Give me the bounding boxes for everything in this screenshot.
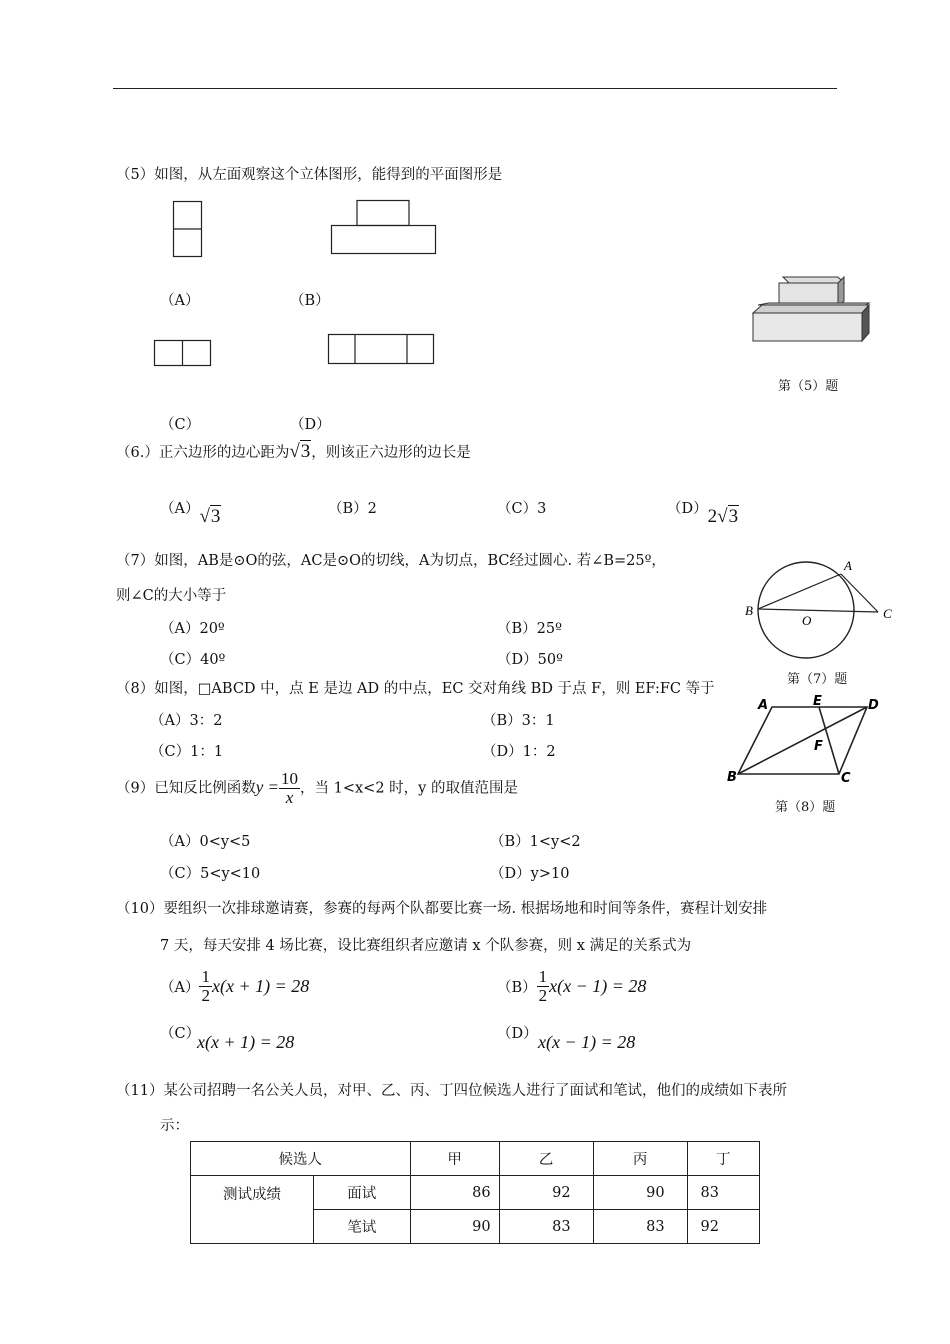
q7-circle-figure <box>740 556 900 668</box>
q6-option-d: （D）2√3 <box>667 501 739 527</box>
q9-option-c: （C）5<y<10 <box>160 866 261 882</box>
q11-stem-line1: （11）某公司招聘一名公关人员，对甲、乙、丙、丁四位候选人进行了面试和笔试，他们的成绩如下表所 <box>116 1083 787 1099</box>
q5-stem: （5）如图，从左面观察这个立体图形，能得到的平面图形是 <box>116 167 503 183</box>
q10-option-d-expr: x(x − 1) = 28 <box>538 1032 636 1052</box>
q5-option-d: （D） <box>290 417 331 433</box>
q7-option-d: （D）50º <box>497 652 563 668</box>
q6-stem-pre: （6.）正六边形的边心距为 <box>116 445 290 461</box>
q8-label-a: A <box>758 698 769 713</box>
q7-caption: 第（7）题 <box>787 672 848 687</box>
table-header-row <box>191 1142 760 1176</box>
q7-stem-line1: （7）如图，AB是⊙O的弦，AC是⊙O的切线，A为切点，BC经过圆心. 若∠B=25º， <box>116 553 666 569</box>
table-cell: 86 <box>410 1176 499 1210</box>
q8-label-e: E <box>813 694 822 709</box>
table-cell: 83 <box>593 1210 687 1244</box>
q10-stem-line1: （10）要组织一次排球邀请赛，参赛的每两个队都要比赛一场. 根据场地和时间等条件，赛程计划安排 <box>116 901 768 917</box>
q9-option-b: （B）1<y<2 <box>490 834 581 850</box>
q10-option-d-label: （D） <box>497 1026 538 1042</box>
q7-label-c: C <box>883 606 892 621</box>
header-rule <box>113 88 837 89</box>
q10-option-a: （A） $\frac{1}{2}$ x(x + 1) = 28 <box>160 967 310 1005</box>
q5-option-b-figure <box>331 200 437 255</box>
q8-label-c: C <box>841 771 851 786</box>
table-cell: 83 <box>499 1210 593 1244</box>
q10-stem-line2: 7 天，每天安排 4 场比赛，设比赛组织者应邀请 x 个队参赛，则 x 满足的关系式为 <box>160 938 692 954</box>
q9-stem-post: ，当 1<x<2 时，y 的取值范围是 <box>300 780 518 797</box>
q8-option-b: （B）3：1 <box>482 713 555 729</box>
table-cell: 83 <box>687 1176 759 1210</box>
q7-option-b: （B）25º <box>497 621 562 637</box>
q11-stem-line2: 示： <box>160 1118 189 1134</box>
table-header-candidate: 丙 <box>593 1142 687 1176</box>
q5-option-a: （A） <box>160 293 200 309</box>
table-group-label: 测试成绩 <box>191 1176 314 1244</box>
q8-option-a: （A）3：2 <box>150 713 223 729</box>
table-row-label: 面试 <box>314 1176 411 1210</box>
q5-option-a-figure <box>173 201 203 258</box>
q8-option-c: （C）1：1 <box>150 744 224 760</box>
q8-option-d: （D）1：2 <box>482 744 556 760</box>
table-header-label: 候选人 <box>191 1142 411 1176</box>
table-row <box>191 1176 760 1210</box>
q8-parallelogram-figure <box>727 694 887 789</box>
q9-stem <box>116 770 518 807</box>
q5-option-d-figure <box>328 334 435 366</box>
q9-option-a: （A）0<y<5 <box>160 834 251 850</box>
q6-option-a: （A）√3 <box>160 501 221 527</box>
q6-sqrt: √3 <box>289 441 311 462</box>
q7-option-a: （A）20º <box>160 621 225 637</box>
q6-stem <box>116 441 471 463</box>
table-cell: 90 <box>593 1176 687 1210</box>
q7-option-c: （C）40º <box>160 652 226 668</box>
q8-stem: （8）如图，□ABCD 中，点 E 是边 AD 的中点，EC 交对角线 BD 于点 F，则 EF:FC 等于 <box>116 681 715 697</box>
q6-option-c: （C）3 <box>497 501 547 517</box>
table-cell: 92 <box>499 1176 593 1210</box>
q5-option-b: （B） <box>290 293 330 309</box>
q6-stem-post: ，则该正六边形的边长是 <box>311 445 471 461</box>
q5-caption: 第（5）题 <box>778 379 839 394</box>
table-cell: 92 <box>687 1210 759 1244</box>
q8-label-d: D <box>868 698 879 713</box>
q8-label-f: F <box>814 739 823 754</box>
table-row-label: 笔试 <box>314 1210 411 1244</box>
q5-solid-figure <box>750 275 875 345</box>
q7-label-o: O <box>802 613 812 628</box>
q7-label-a: A <box>844 558 852 573</box>
table-header-candidate: 甲 <box>410 1142 499 1176</box>
q9-func-lhs: y = <box>255 777 280 797</box>
table-header-candidate: 乙 <box>499 1142 593 1176</box>
q6-option-b: （B）2 <box>328 501 377 517</box>
q9-func-fraction: $\frac{10}{x}$ <box>281 769 299 807</box>
q9-option-d: （D）y>10 <box>490 866 570 882</box>
q5-option-c-figure <box>154 340 212 367</box>
score-table <box>190 1141 760 1244</box>
q8-caption: 第（8）题 <box>775 800 836 815</box>
q9-stem-pre: （9）已知反比例函数 <box>116 780 256 797</box>
q5-option-c: （C） <box>160 417 201 433</box>
q7-label-b: B <box>745 603 753 618</box>
table-header-candidate: 丁 <box>687 1142 759 1176</box>
q10-option-c-label: （C） <box>160 1026 201 1042</box>
q8-label-b: B <box>727 770 737 785</box>
q10-option-b: （B） $\frac{1}{2}$ x(x − 1) = 28 <box>497 967 647 1005</box>
table-cell: 90 <box>410 1210 499 1244</box>
q10-option-c-expr: x(x + 1) = 28 <box>197 1032 295 1052</box>
q7-stem-line2: 则∠C的大小等于 <box>116 588 227 604</box>
